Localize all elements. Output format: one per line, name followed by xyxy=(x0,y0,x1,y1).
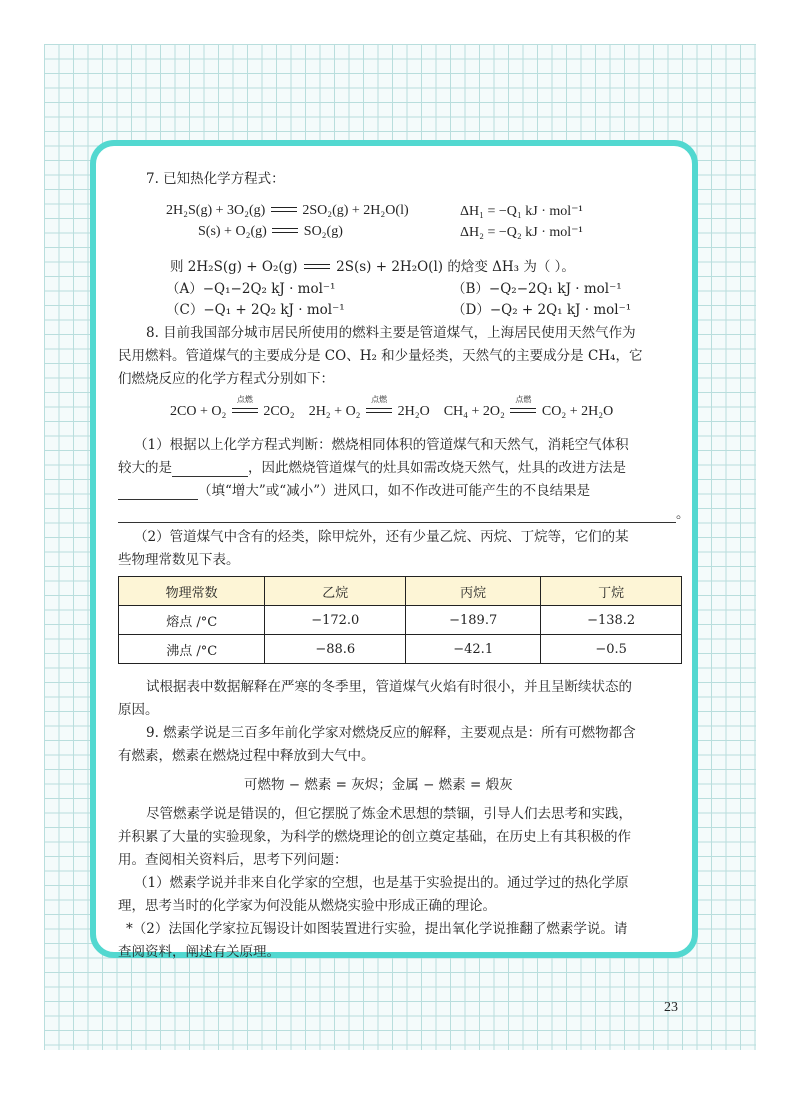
reaction3-right: CO₂ + 2H₂O xyxy=(541,404,614,419)
q7-option-a: （A）−Q₁−2Q₂ kJ · mol⁻¹ xyxy=(166,281,336,297)
table-cell: −88.6 xyxy=(265,635,406,664)
table-cell: −42.1 xyxy=(406,635,541,664)
table-row xyxy=(119,635,682,664)
q9-sub2-line1: *（2）法国化学家拉瓦锡设计如图装置进行实验，提出氧化学说推翻了燃素学说。请 xyxy=(126,921,628,937)
q8-part1-line4 xyxy=(118,505,690,523)
answer-blank[interactable] xyxy=(172,462,248,477)
q7-option-d: （D）−Q₂ + 2Q₁ kJ · mol⁻¹ xyxy=(452,302,632,318)
q7-eq2-left: S(s) + O₂(g) xyxy=(198,224,267,239)
q8-line3: 们燃烧反应的化学方程式分别如下： xyxy=(118,371,334,387)
condition-label: 点燃 xyxy=(515,394,532,404)
reaction2-left: 2H₂ + O₂ xyxy=(308,404,361,419)
q8-line1: 8. 目前我国部分城市居民所使用的燃料主要是管道煤气，上海居民使用天然气作为 xyxy=(146,325,636,341)
reaction1-left: 2CO + O₂ xyxy=(170,404,227,419)
q8-part2-line2: 些物理常数见下表。 xyxy=(118,552,240,568)
table-cell: 熔点 /°C xyxy=(119,606,265,635)
q8-part1-line2-end: ，因此燃烧管道煤气的灶具如需改烧天然气，灶具的改进方法是 xyxy=(248,460,626,476)
reaction1-right: 2CO₂ xyxy=(263,404,295,419)
equilibrium-sign xyxy=(230,394,260,417)
q7-eq2 xyxy=(198,224,343,240)
q9-para-line1: 尽管燃素学说是错误的，但它摆脱了炼金术思想的禁锢，引导人们去思考和实践， xyxy=(146,806,632,822)
table-cell: −189.7 xyxy=(406,606,541,635)
table-cell: −172.0 xyxy=(265,606,406,635)
table-cell: −0.5 xyxy=(541,635,682,664)
reaction2-right: 2H₂O xyxy=(397,404,430,419)
q7-option-b: （B）−Q₂−2Q₁ kJ · mol⁻¹ xyxy=(452,281,622,297)
equilibrium-sign xyxy=(270,227,300,237)
equilibrium-sign xyxy=(364,394,394,417)
q7-eq1 xyxy=(166,203,409,219)
q7-question-left: 则 2H₂S(g) + O₂(g) xyxy=(170,259,298,275)
table-cell: −138.2 xyxy=(541,606,682,635)
q8-part1-line2-start: 较大的是 xyxy=(118,460,172,476)
condition-label: 点燃 xyxy=(236,394,253,404)
q8-reactions xyxy=(170,394,614,420)
answer-blank[interactable] xyxy=(118,508,676,523)
q8-part1-line3-text: （填“增大”或“减小”）进风口，如不作改进可能产生的不良结果是 xyxy=(198,483,591,499)
q8-part3-line1: 试根据表中数据解释在严寒的冬季里，管道煤气火焰有时很小，并且呈断续状态的 xyxy=(146,679,632,695)
q7-eq1-enthalpy: ΔH₁ = −Q₁ kJ · mol⁻¹ xyxy=(460,204,583,219)
q8-part3-line2: 原因。 xyxy=(118,702,159,718)
q9-sub1-line2: 理，思考当时的化学家为何没能从燃烧实验中形成正确的理论。 xyxy=(118,898,496,914)
table-cell: 沸点 /°C xyxy=(119,635,265,664)
answer-blank[interactable] xyxy=(118,485,198,500)
q7-eq2-right: SO₂(g) xyxy=(303,224,343,239)
table-header-cell: 丁烷 xyxy=(541,577,682,606)
q9-para-line2: 并积累了大量的实验现象，为科学的燃烧理论的创立奠定基础，在历史上有其积极的作 xyxy=(118,829,631,845)
q8-part1-line1: （1）根据以上化学方程式判断：燃烧相同体积的管道煤气和天然气，消耗空气体积 xyxy=(134,437,629,453)
table-header-row xyxy=(119,577,682,606)
q8-line2: 民用燃料。管道煤气的主要成分是 CO、H₂ 和少量烃类，天然气的主要成分是 CH₄，它 xyxy=(118,348,643,364)
page-number: 23 xyxy=(664,1000,678,1015)
q7-eq1-left: 2H₂S(g) + 3O₂(g) xyxy=(166,203,266,218)
q7-question-right: 2S(s) + 2H₂O(l) 的焓变 ΔH₃ 为（ ）。 xyxy=(336,259,575,275)
q7-eq1-right: 2SO₂(g) + 2H₂O(l) xyxy=(302,203,409,218)
table-header-cell: 物理常数 xyxy=(119,577,265,606)
q7-intro: 7. 已知热化学方程式： xyxy=(146,171,285,187)
q9-line2: 有燃素，燃素在燃烧过程中释放到大气中。 xyxy=(118,748,375,764)
q9-para-line3: 用。查阅相关资料后，思考下列问题： xyxy=(118,852,348,868)
table-header-cell: 乙烷 xyxy=(265,577,406,606)
q8-part2-line1: （2）管道煤气中含有的烃类，除甲烷外，还有少量乙烷、丙烷、丁烷等，它们的某 xyxy=(134,529,629,545)
equilibrium-sign xyxy=(508,394,538,417)
table-header-cell: 丙烷 xyxy=(406,577,541,606)
q7-eq2-enthalpy: ΔH₂ = −Q₂ kJ · mol⁻¹ xyxy=(460,225,583,240)
equilibrium-sign xyxy=(269,206,299,216)
q9-sub1-line1: （1）燃素学说并非来自化学家的空想，也是基于实验提出的。通过学过的热化学原 xyxy=(134,875,629,891)
q7-question xyxy=(170,258,575,276)
condition-label: 点燃 xyxy=(371,394,388,404)
q9-line1: 9. 燃素学说是三百多年前化学家对燃烧反应的解释，主要观点是：所有可燃物都含 xyxy=(146,725,636,741)
q8-part1-line3 xyxy=(118,482,590,500)
equilibrium-sign xyxy=(302,263,332,273)
q9-sub2-line2: 查阅资料，阐述有关原理。 xyxy=(118,944,280,960)
q9-formula: 可燃物 − 燃素 = 灰烬；金属 − 燃素 = 煅灰 xyxy=(244,777,513,793)
period: 。 xyxy=(676,506,690,522)
table-row xyxy=(119,606,682,635)
q7-option-c: （C）−Q₁ + 2Q₂ kJ · mol⁻¹ xyxy=(166,302,345,318)
q8-part1-line2 xyxy=(118,459,626,477)
reaction3-left: CH₄ + 2O₂ xyxy=(443,404,505,419)
physical-constants-table xyxy=(118,576,682,664)
